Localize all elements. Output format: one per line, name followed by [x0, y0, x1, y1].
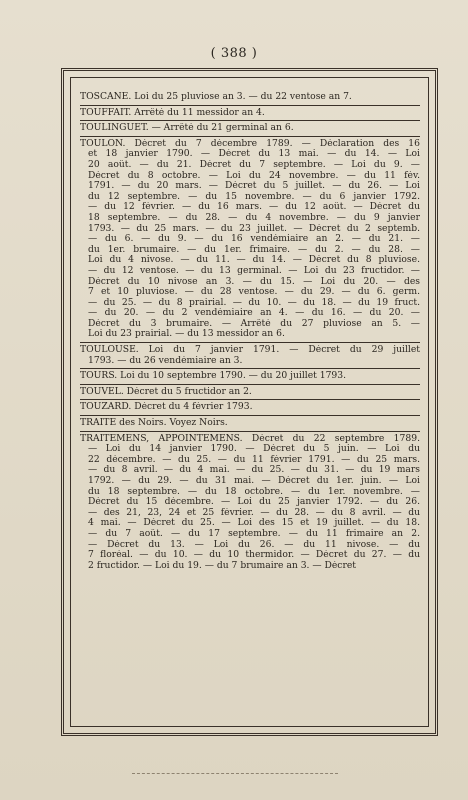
entry-heading-line: TRAITE des Noirs. Voyez Noirs. [80, 418, 228, 429]
entry-continuation-line: 2 fructidor. — Loi du 19. — du 7 brumaire an 3. — Décret [88, 560, 356, 571]
entry-continuation-line: 4 mai. — Décret du 25. — Loi des 15 et 19 juillet. — du 18. [88, 518, 420, 529]
bottom-rule [132, 773, 338, 774]
entry-separator [80, 368, 420, 369]
entry-continuation-line: — du 8 avril. — du 4 mai. — du 25. — du 31. — du 19 mars [88, 465, 420, 476]
entry-continuation-line: et 18 janvier 1790. — Décret du 13 mai. — du 14. — Loi [88, 149, 420, 160]
entry-continuation-line: — du 12 février. — du 16 mars. — du 12 août. — Décret du [88, 202, 420, 213]
page-number: ( 388 ) [210, 46, 258, 61]
entry-continuation-line: du 12 septembre. — du 15 novembre. — du 6 janvier 1792. [88, 191, 420, 202]
entry-heading-line: TOULINGUET. — Arrêté du 21 germinal an 6. [80, 123, 294, 134]
entry-separator [80, 384, 420, 385]
entry-continuation-line: — Décret du 13. — Loi du 26. — du 11 nivose. — du [88, 539, 420, 550]
entry-separator [80, 136, 420, 137]
entry-continuation-line: Décret du 8 octobre. — Loi du 24 novembre. — du 11 fév. [88, 170, 420, 181]
index-entry [80, 418, 420, 429]
entry-continuation-line: — du 20. — du 2 vendémiaire an 4. — du 16. — du 20. — [88, 308, 420, 319]
entry-continuation-line: 20 août. — du 21. Décret du 7 septembre. — Loi du 9. — [88, 159, 420, 170]
entry-continuation-line: — Loi du 14 janvier 1790. — Décret du 5 juin. — Loi du [88, 444, 420, 455]
entry-continuation-line: du 18 septembre. — du 18 octobre. — du 1er. novembre. — [88, 486, 420, 497]
entry-continuation-line: 7 floréal. — du 10. — du 10 thermidor. — Décret du 27. — du [88, 550, 420, 561]
entry-continuation-line: 1793. — du 25 mars. — du 23 juillet. — Décret du 2 septemb. [88, 223, 420, 234]
entry-continuation-line: 1791. — du 20 mars. — Décret du 5 juillet. — du 26. — Loi [88, 181, 420, 192]
index-entry [80, 139, 420, 340]
entry-continuation-line: — du 6. — du 9. — du 16 vendémiaire an 2. — du 21. — [88, 234, 420, 245]
entry-heading-line: TOURS. Loi du 10 septembre 1790. — du 20 juillet 1793. [80, 371, 347, 382]
index-entry [80, 123, 420, 134]
entry-heading-line: TOULON. Décret du 7 décembre 1789. — Déclaration des 16 [80, 138, 420, 149]
entry-continuation-line: Loi du 4 nivose. — du 11. — du 14. — Décret du 8 pluviose. [88, 255, 420, 266]
entry-continuation-line: Décret du 3 brumaire. — Arrêté du 27 pluviose an 5. — [88, 318, 420, 329]
index-entry [80, 345, 420, 366]
entry-continuation-line: 1793. — du 26 vendémiaire an 3. [88, 355, 243, 366]
index-entry [80, 371, 420, 382]
entry-separator [80, 120, 420, 121]
entry-continuation-line: — du 7 août. — du 17 septembre. — du 11 frimaire an 2. [88, 528, 420, 539]
entry-heading-line: TOUZARD. Décret du 4 février 1793. [80, 402, 253, 413]
entry-continuation-line: — du 12 ventose. — du 13 germinal. — Loi du 23 fructidor. — [88, 265, 420, 276]
entry-continuation-line: 7 et 10 pluviose. — du 28 ventose. — du 29. — du 6. germ. [88, 287, 420, 298]
entry-heading-line: TOSCANE. Loi du 25 pluviose an 3. — du 22 ventose an 7. [80, 92, 352, 102]
entry-continuation-line: Décret du 15 décembre. — Loi du 25 janvier 1792. — du 26. [88, 497, 420, 508]
entry-continuation-line: Décret du 10 nivose an 3. — du 15. — Loi du 20. — des [88, 276, 420, 287]
entry-continuation-line: 22 décembre. — du 25. — du 11 février 1791. — du 25 mars. [88, 454, 420, 465]
index-entry [80, 387, 420, 398]
entry-continuation-line: — du 25. — du 8 prairial. — du 10. — du 18. — du 19 fruct. [88, 297, 420, 308]
entry-continuation-line: — des 21, 23, 24 et 25 février. — du 28. — du 8 avril. — du [88, 507, 420, 518]
entry-separator [80, 342, 420, 343]
entry-separator [80, 399, 420, 400]
entry-separator [80, 415, 420, 416]
entry-heading-line: TOULOUSE. Loi du 7 janvier 1791. — Décret du 29 juillet [80, 345, 420, 356]
entry-heading-line: TRAITEMENS, APPOINTEMENS. Décret du 22 septembre 1789. [80, 433, 420, 444]
entry-separator [80, 105, 420, 106]
entry-heading-line: TOUVEL. Décret du 5 fructidor an 2. [80, 386, 252, 397]
index-content [80, 92, 420, 571]
index-entry [80, 434, 420, 572]
index-entry [80, 92, 420, 103]
entry-continuation-line: 18 septembre. — du 28. — du 4 novembre. — du 9 janvier [88, 212, 420, 223]
index-entry [80, 402, 420, 413]
entry-separator [80, 431, 420, 432]
entry-continuation-line: 1792. — du 29. — du 31 mai. — Décret du 1er. juin. — Loi [88, 476, 420, 486]
entry-continuation-line: du 1er. brumaire. — du 1er. frimaire. — du 2. — du 28. — [88, 244, 420, 255]
entry-continuation-line: Loi du 23 prairial. — du 13 messidor an 6. [88, 329, 285, 340]
entry-heading-line: TOUFFAIT. Arrêté du 11 messidor an 4. [80, 107, 265, 118]
index-entry [80, 108, 420, 119]
